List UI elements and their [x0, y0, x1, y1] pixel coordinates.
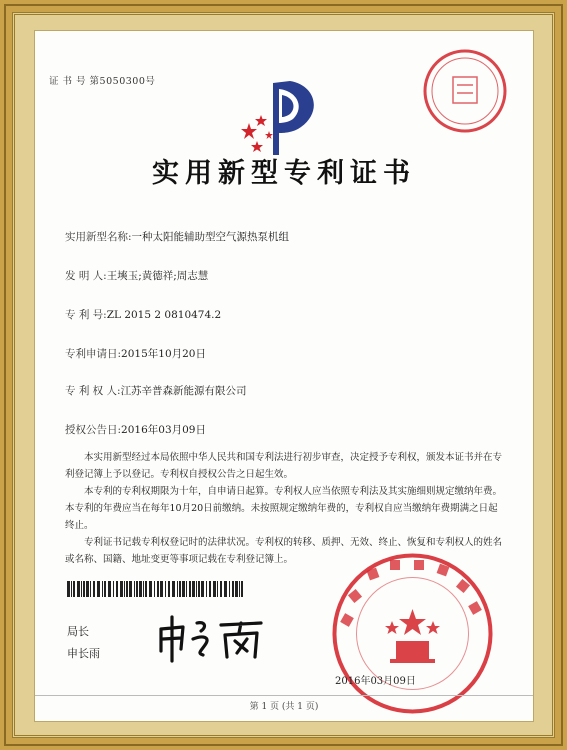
agency-seal-icon	[415, 41, 515, 141]
officer-name: 申长雨	[67, 647, 100, 660]
field-label: 发 明 人:	[65, 270, 107, 282]
certificate-paper	[34, 30, 534, 722]
officer-title: 局长	[67, 625, 89, 638]
field-value: 一种太阳能辅助型空气源热泵机组	[131, 231, 290, 243]
paragraph-legal-status: 专利证书记载专利权登记时的法律状况。专利权的转移、质押、无效、终止、恢复和专利权人的姓名或名称、国籍、地址变更等事项记载在专利登记簿上。	[65, 537, 503, 565]
footer-divider	[35, 695, 533, 696]
field-value: 江苏辛普森新能源有限公司	[120, 385, 247, 397]
patent-office-emblem-icon	[235, 71, 325, 161]
handwritten-signature-icon	[153, 607, 273, 667]
field-patentee	[65, 383, 247, 398]
paragraph-grant-statement: 本实用新型经过本局依照中华人民共和国专利法进行初步审查，决定授予专利权，颁发本证书并在专利登记簿上予以登记。专利权自授权公告之日起生效。	[65, 452, 503, 480]
official-seal-icon	[330, 551, 495, 716]
field-patent-number	[65, 307, 221, 322]
field-value: 2015年10月20日	[121, 348, 206, 360]
paragraph-term-statement: 本专利的专利权期限为十年，自申请日起算。专利权人应当依照专利法及其实施细则规定缴纳年费。本专利的年费应当在每年10月20日前缴纳。未按照规定缴纳年费的，专利权自应当缴纳年费期满之日起终止。	[65, 486, 503, 531]
field-value: 2016年03月09日	[121, 424, 206, 436]
field-label: 专利申请日:	[65, 348, 122, 360]
field-label: 专 利 权 人:	[65, 385, 121, 397]
barcode-icon	[67, 581, 247, 597]
field-inventors	[65, 268, 208, 283]
field-label: 专 利 号:	[65, 309, 107, 321]
field-label: 授权公告日:	[65, 424, 122, 436]
field-utility-model-name	[65, 229, 289, 244]
seal-date: 2016年03月09日	[335, 676, 416, 687]
field-value: 王塽玉;黄德祥;周志慧	[106, 270, 209, 282]
certificate-number: 证 书 号 第5050300号	[49, 76, 156, 87]
page-number: 第 1 页 (共 1 页)	[249, 702, 319, 712]
field-application-date	[65, 346, 206, 361]
field-grant-date	[65, 422, 206, 437]
field-label: 实用新型名称:	[65, 231, 132, 243]
certificate-title: 实用新型专利证书	[152, 158, 416, 189]
field-value: ZL 2015 2 0810474.2	[106, 309, 222, 321]
